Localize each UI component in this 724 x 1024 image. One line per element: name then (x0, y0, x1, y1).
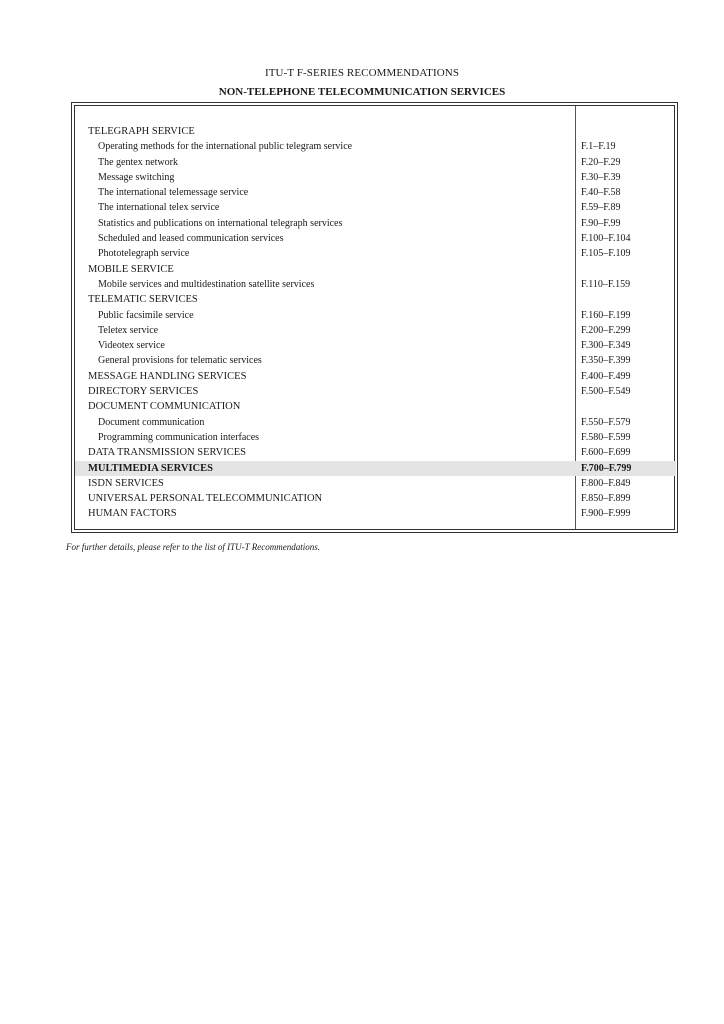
table-rows (75, 124, 676, 522)
row-range: F.160–F.199 (581, 309, 631, 321)
row-range: F.40–F.58 (581, 187, 621, 199)
row-label: The international telex service (98, 202, 220, 214)
row-label: Teletex service (98, 324, 159, 336)
page-subtitle: NON-TELEPHONE TELECOMMUNICATION SERVICES (218, 86, 506, 98)
row-label: Videotex service (98, 340, 165, 352)
table-row-section (75, 124, 676, 139)
table-row-subentry (75, 216, 676, 231)
row-label: Scheduled and leased communication services (98, 233, 284, 245)
row-label: Programming communication interfaces (98, 431, 260, 443)
row-label: The international telemessage service (98, 187, 249, 199)
table-row-section (75, 292, 676, 307)
row-label: DIRECTORY SERVICES (88, 386, 199, 398)
row-range: F.20–F.29 (581, 156, 621, 168)
row-range: F.700–F.799 (581, 462, 632, 474)
row-label: Public facsimile service (98, 309, 194, 321)
table-row-subentry (75, 155, 676, 170)
row-range: F.900–F.999 (581, 508, 631, 520)
table-row-section (75, 262, 676, 277)
row-range: F.1–F.19 (581, 141, 616, 153)
table-row-subentry (75, 415, 676, 430)
row-label: The gentex network (98, 156, 178, 168)
row-label: Operating methods for the international public telegram service (98, 141, 353, 153)
row-range: F.90–F.99 (581, 217, 621, 229)
table-row-subentry (75, 323, 676, 338)
row-label: Statistics and publications on international telegraph services (98, 217, 343, 229)
row-range: F.30–F.39 (581, 171, 621, 183)
row-label: Phototelegraph service (98, 248, 190, 260)
page-title: ITU-T F-SERIES RECOMMENDATIONS (264, 67, 460, 79)
recommendations-table (74, 105, 675, 530)
row-range: F.500–F.549 (581, 386, 631, 398)
table-row-section (75, 476, 676, 491)
table-row-section (75, 399, 676, 414)
row-label: MULTIMEDIA SERVICES (88, 462, 213, 474)
row-label: HUMAN FACTORS (88, 508, 177, 520)
table-row-subentry (75, 353, 676, 368)
footnote: For further details, please refer to the list of ITU-T Recommendations. (66, 542, 320, 552)
row-range: F.200–F.299 (581, 324, 631, 336)
table-row-subentry (75, 231, 676, 246)
table-row-subentry (75, 139, 676, 154)
table-row-section (75, 461, 676, 476)
row-label: MOBILE SERVICE (88, 263, 174, 275)
table-row-subentry (75, 277, 676, 292)
row-range: F.300–F.349 (581, 340, 631, 352)
table-row-section (75, 506, 676, 521)
table-row-subentry (75, 200, 676, 215)
row-label: TELEGRAPH SERVICE (88, 126, 195, 137)
table-row-section (75, 445, 676, 460)
table-row-subentry (75, 338, 676, 353)
row-label: DATA TRANSMISSION SERVICES (88, 447, 246, 459)
row-range: F.800–F.849 (581, 477, 631, 489)
row-range: F.580–F.599 (581, 431, 631, 443)
table-row-subentry (75, 246, 676, 261)
row-range: F.850–F.899 (581, 493, 631, 505)
row-range: F.600–F.699 (581, 447, 631, 459)
row-label: Document communication (98, 416, 205, 428)
row-label: ISDN SERVICES (88, 477, 164, 489)
row-range: F.100–F.104 (581, 233, 631, 245)
row-range: F.59–F.89 (581, 202, 621, 214)
row-range: F.350–F.399 (581, 355, 631, 367)
table-row-subentry (75, 185, 676, 200)
table-row-subentry (75, 308, 676, 323)
row-label: General provisions for telematic services (98, 355, 262, 367)
row-label: Mobile services and multidestination satellite services (98, 278, 315, 290)
row-label: MESSAGE HANDLING SERVICES (88, 370, 247, 382)
row-range: F.400–F.499 (581, 370, 631, 382)
row-label: UNIVERSAL PERSONAL TELECOMMUNICATION (88, 493, 323, 505)
table-row-section (75, 369, 676, 384)
recommendations-table-frame (71, 102, 678, 533)
table-row-section (75, 384, 676, 399)
table-row-section (75, 491, 676, 506)
table-row-subentry (75, 170, 676, 185)
row-label: DOCUMENT COMMUNICATION (88, 401, 241, 413)
row-label: TELEMATIC SERVICES (88, 294, 198, 306)
row-range: F.110–F.159 (581, 278, 631, 290)
row-label: Message switching (98, 171, 175, 183)
row-range: F.105–F.109 (581, 248, 631, 260)
row-range: F.550–F.579 (581, 416, 631, 428)
table-row-subentry (75, 430, 676, 445)
